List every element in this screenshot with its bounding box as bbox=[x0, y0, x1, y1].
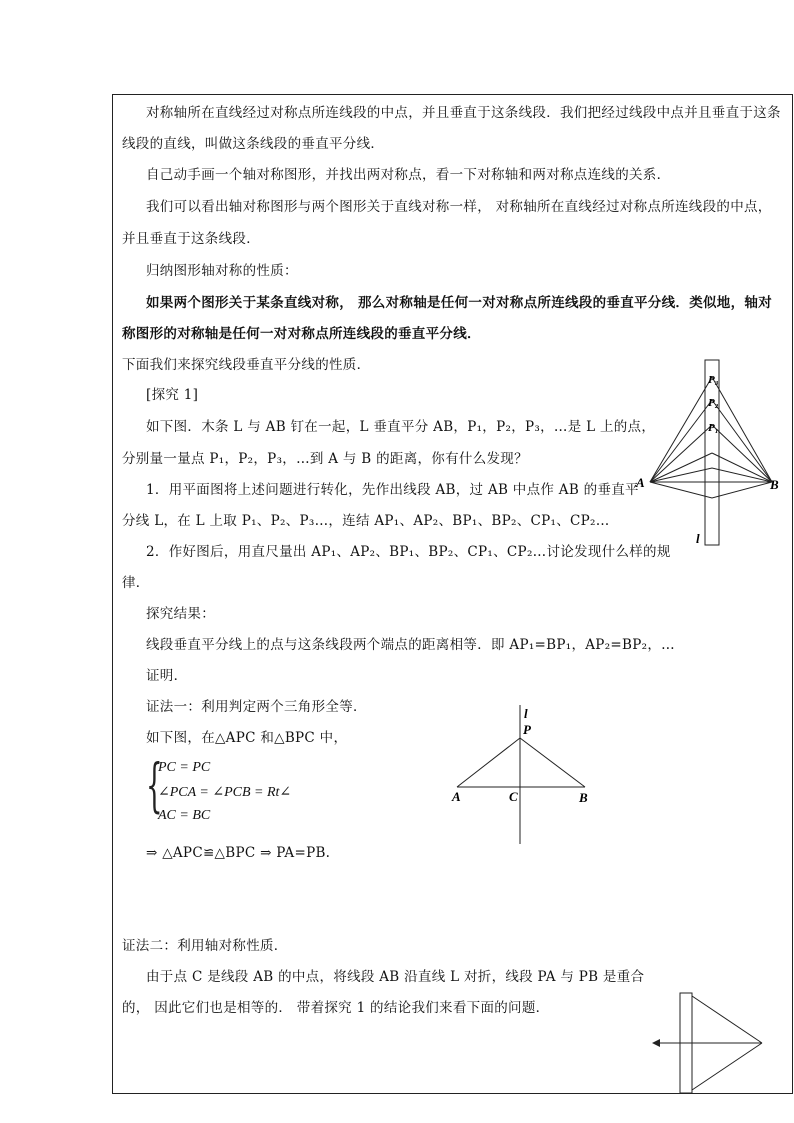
segment-pa bbox=[457, 738, 520, 787]
figure-folding bbox=[648, 988, 768, 1094]
section-heading: 归纳图形轴对称的性质： bbox=[146, 263, 298, 279]
text-line-15: 2．作好图后，用直尺量出 AP₁、AP₂、BP₁、BP₂、CP₁、CP₂…讨论发现什么样的规 bbox=[146, 544, 671, 560]
bold-statement-1: 如果两个图形关于某条直线对称， 那么对称轴是任何一对对称点所连线段的垂直平分线．类似地，轴对 bbox=[146, 295, 772, 311]
text-line-3: 自己动手画一个轴对称图形，并找出两对称点，看一下对称轴和两对称点连线的关系． bbox=[146, 167, 671, 183]
text-line-25: 的， 因此它们也是相等的． 带着探究 1 的结论我们来看下面的问题． bbox=[122, 1000, 550, 1016]
text-line-12: 分别量一量点 P₁，P₂，P₃，…到 A 与 B 的距离，你有什么发现？ bbox=[122, 451, 528, 467]
figure-triangle-proof bbox=[445, 700, 605, 850]
text-line-13: 1．用平面图将上述问题进行转化，先作出线段 AB，过 AB 中点作 AB 的垂直平 bbox=[146, 482, 639, 498]
proof-intro: 如下图，在△APC 和△BPC 中， bbox=[146, 730, 348, 746]
fig1-label-l: l bbox=[696, 531, 700, 546]
arrow-left-icon bbox=[652, 1039, 660, 1047]
proof-method-2: 证法二：利用轴对称性质． bbox=[122, 938, 288, 954]
fig2-label-b: B bbox=[579, 790, 588, 805]
result-heading: 探究结果： bbox=[146, 606, 215, 622]
text-line-11: 如下图．木条 L 与 AB 钉在一起，L 垂直平分 AB，P₁，P₂，P₃，…是 L 上的点， bbox=[146, 419, 656, 435]
text-line-5: 并且垂直于这条线段． bbox=[122, 231, 260, 247]
equation-2: ∠PCA = ∠PCB = Rt∠ bbox=[158, 785, 292, 800]
fig1-label-b: B bbox=[770, 477, 779, 492]
text-line-14: 分线 L，在 L 上取 P₁、P₂、P₃…，连结 AP₁、AP₂、BP₁、BP₂、CP₁、CP₂… bbox=[122, 513, 610, 529]
fig2-label-a: A bbox=[452, 789, 461, 804]
text-line-9: 下面我们来探究线段垂直平分线的性质． bbox=[122, 357, 371, 373]
result-text: 线段垂直平分线上的点与这条线段两个端点的距离相等．即 AP₁=BP₁，AP₂=BP₂，… bbox=[146, 637, 675, 653]
vertical-strip bbox=[705, 360, 719, 545]
figure-wooden-strips bbox=[630, 355, 790, 555]
fig2-label-p: P bbox=[523, 722, 531, 737]
equation-3: AC = BC bbox=[158, 808, 211, 823]
system-brace: { bbox=[146, 751, 163, 819]
fig1-label-p3: P₃ bbox=[708, 374, 719, 386]
fig2-label-l: l bbox=[524, 706, 528, 721]
text-line-24: 由于点 C 是线段 AB 的中点，将线段 AB 沿直线 L 对折，线段 PA 与 PB 是重合 bbox=[146, 969, 645, 985]
explore-title: [探究 1] bbox=[146, 387, 199, 403]
proof-method-1: 证法一：利用判定两个三角形全等． bbox=[146, 699, 367, 715]
text-line-1: 对称轴所在直线经过对称点所连线段的中点，并且垂直于这条线段．我们把经过线段中点并且垂直于这条 bbox=[146, 105, 781, 121]
proof-label: 证明． bbox=[146, 668, 188, 684]
fig2-label-c: C bbox=[509, 789, 518, 804]
fig1-label-p1: P₁ bbox=[708, 422, 719, 434]
proof-conclusion: ⇒ △APC≌△BPC ⇒ PA=PB. bbox=[146, 845, 331, 861]
fig1-label-a: A bbox=[636, 475, 645, 490]
text-line-2: 线段的直线，叫做这条线段的垂直平分线． bbox=[122, 136, 385, 152]
segment-pb bbox=[520, 738, 585, 787]
bold-statement-2: 称图形的对称轴是任何一对对称点所连线段的垂直平分线． bbox=[122, 326, 481, 342]
equation-1: PC = PC bbox=[158, 760, 211, 775]
text-line-16: 律． bbox=[122, 575, 150, 591]
text-line-4: 我们可以看出轴对称图形与两个图形关于直线对称一样， 对称轴所在直线经过对称点所连线段的中点， bbox=[146, 199, 772, 215]
fig1-label-p2: P₂ bbox=[708, 397, 719, 409]
